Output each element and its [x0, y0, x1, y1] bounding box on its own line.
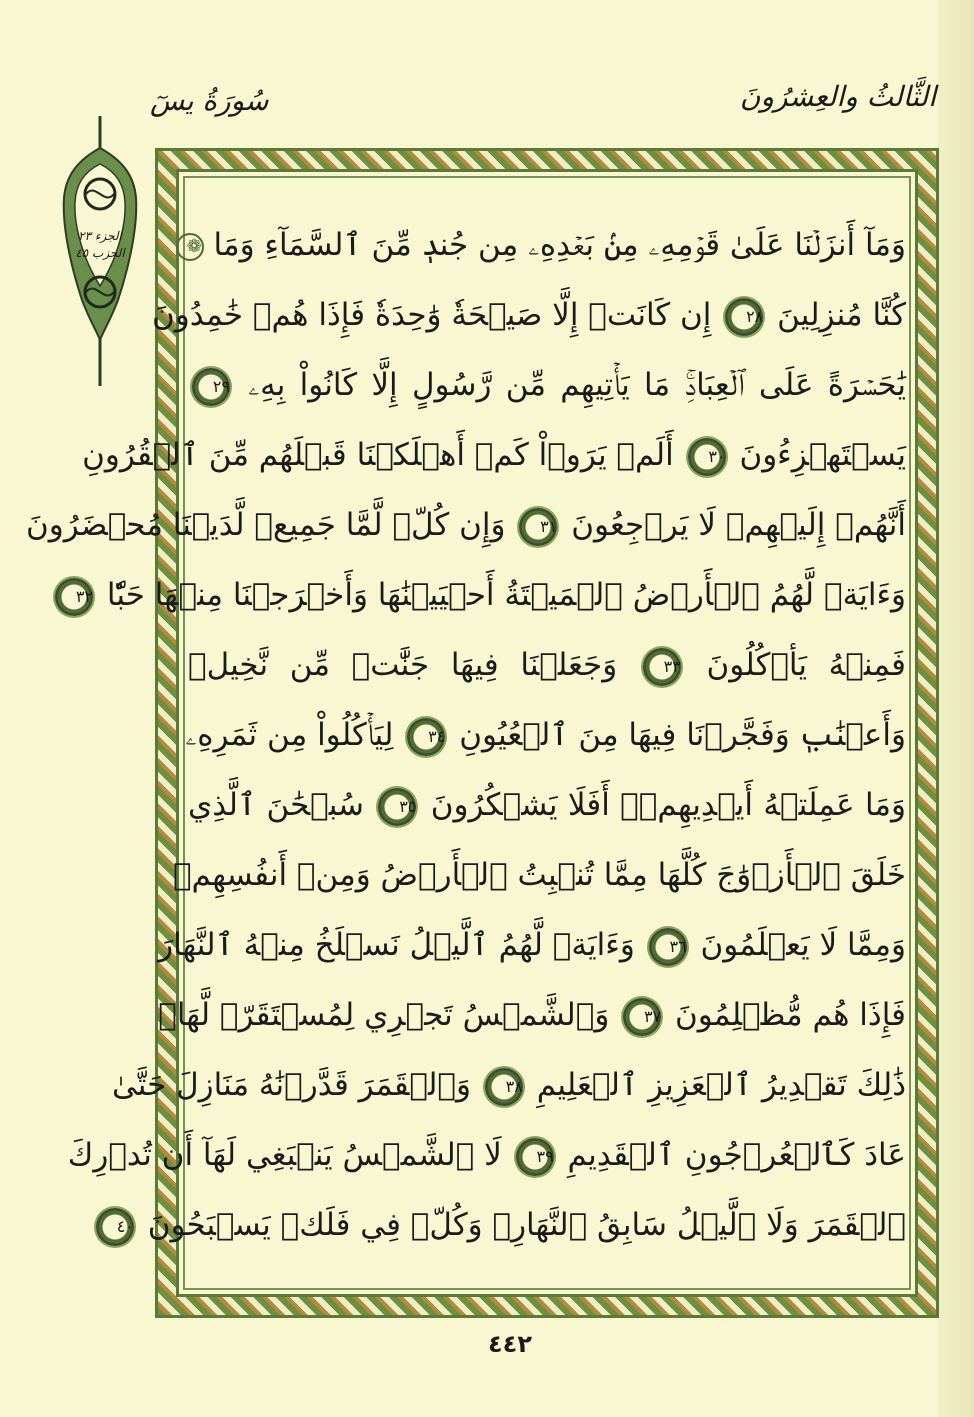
verse-number: ٤٠ — [96, 1208, 134, 1246]
verse-number: ٣١ — [519, 508, 557, 546]
line-text: سُبۡحَٰنَ ٱلَّذِي — [188, 787, 365, 823]
verse-number: ٢٩ — [192, 368, 230, 406]
line-text: وَمِمَّا لَا يَعۡلَمُونَ — [700, 927, 906, 963]
hizb-number: الحزب ٤٥ — [75, 246, 125, 260]
text-line — [158, 980, 906, 1050]
text-line — [25, 490, 906, 560]
line-text: وَمَا عَمِلَتۡهُ أَيۡدِيهِمۡۚ أَفَلَا يَشۡكُرُونَ — [430, 787, 906, 823]
line-text: وَإِن كُلّٞ لَّمَّا جَمِيعٞ لَّدَيۡنَا مُحۡضَرُونَ — [25, 507, 506, 543]
text-line — [111, 1050, 906, 1120]
text-line — [188, 210, 906, 280]
verse-number: ٣٣ — [643, 648, 681, 686]
line-text: فَمِنۡهُ يَأۡكُلُونَ — [706, 647, 906, 683]
text-line — [82, 420, 906, 490]
line-text: وَجَعَلۡنَا فِيهَا جَنَّٰتٖ مِّن نَّخِيلٖ — [188, 647, 618, 683]
verse-number: ٣٦ — [649, 928, 687, 966]
surah-title: سُورَةُ يسٓ — [150, 84, 269, 117]
page-number: ٤٤٢ — [488, 1330, 532, 1358]
text-line — [188, 770, 906, 840]
verse-number: ٣٢ — [55, 578, 93, 616]
verse-number: ٢٨ — [725, 298, 763, 336]
text-line — [185, 700, 906, 770]
verse-number: ٣٩ — [516, 1138, 554, 1176]
line-text: ذَٰلِكَ تَقۡدِيرُ ٱلۡعَزِيزِ ٱلۡعَلِيمِ — [536, 1067, 906, 1103]
text-line — [172, 840, 906, 910]
line-text: أَنَّهُمۡ إِلَيۡهِمۡ لَا يَرۡجِعُونَ — [571, 507, 906, 543]
verse-number: ٣٠ — [688, 438, 726, 476]
line-text: وَمَآ أَنزَلۡنَا عَلَىٰ قَوۡمِهِۦ مِنۢ بَعۡدِهِۦ مِن جُندٖ مِّنَ ٱلسَّمَآءِ وَمَا — [213, 227, 906, 263]
text-line — [151, 280, 906, 350]
text-line — [116, 1190, 906, 1260]
line-text: إِن كَانَتۡ إِلَّا صَيۡحَةٗ وَٰحِدَةٗ فَإِذَا هُمۡ خَٰمِدُونَ — [151, 297, 712, 333]
line-text: عَادَ كَٱلۡعُرۡجُونِ ٱلۡقَدِيمِ — [567, 1137, 906, 1173]
line-text: وَأَعۡنَٰبٖ وَفَجَّرۡنَا فِيهَا مِنَ ٱلۡعُيُونِ — [459, 717, 906, 753]
line-text: وَءَايَةٞ لَّهُمُ ٱلَّيۡلُ نَسۡلَخُ مِنۡهُ ٱلنَّهَارَ — [158, 927, 635, 963]
line-text: وَءَايَةٞ لَّهُمُ ٱلۡأَرۡضُ ٱلۡمَيۡتَةُ أَحۡيَيۡنَٰهَا وَأَخۡرَجۡنَا مِنۡهَا حَبّٗا — [106, 577, 906, 613]
text-line — [75, 560, 906, 630]
line-text: لِيَأۡكُلُواْ مِن ثَمَرِهِۦ — [185, 717, 394, 753]
text-line — [67, 1120, 906, 1190]
juz-number: الجزء ٢٣ — [78, 229, 122, 243]
text-line — [188, 350, 906, 420]
line-text: كُنَّا مُنزِلِينَ — [777, 297, 906, 333]
line-text: خَلَقَ ٱلۡأَزۡوَٰجَ كُلَّهَا مِمَّا تُنۢبِتُ ٱلۡأَرۡضُ وَمِنۡ أَنفُسِهِمۡ — [172, 857, 906, 893]
verse-number: ٣٥ — [378, 788, 416, 826]
line-text: وَٱلۡقَمَرَ قَدَّرۡنَٰهُ مَنَازِلَ حَتَّىٰ — [111, 1067, 471, 1103]
line-text: يَسۡتَهۡزِءُونَ — [739, 437, 906, 473]
juz-title: الثَّالثُ والعِشرُونَ — [739, 80, 936, 113]
verse-number: ٣٨ — [485, 1068, 523, 1106]
juz-hizb-badge — [58, 116, 142, 386]
verse-number: ٣٧ — [623, 998, 661, 1036]
verse-number: ٣٤ — [407, 718, 445, 756]
line-text: ٱلۡقَمَرَ وَلَا ٱلَّيۡلُ سَابِقُ ٱلنَّهَارِۚ وَكُلّٞ فِي فَلَكٖ يَسۡبَحُونَ — [147, 1207, 906, 1243]
line-text: يَٰحَسۡرَةً عَلَى ٱلۡعِبَادِۚ مَا يَأۡتِيهِم مِّن رَّسُولٍ إِلَّا كَانُواْ بِهِۦ — [248, 367, 906, 403]
line-text: وَٱلشَّمۡسُ تَجۡرِي لِمُسۡتَقَرّٖ لَّهَاۚ — [158, 997, 610, 1033]
text-line — [158, 910, 906, 980]
line-text: لَا ٱلشَّمۡسُ يَنۢبَغِي لَهَآ أَن تُدۡرِكَ — [67, 1137, 502, 1173]
text-line — [188, 630, 906, 700]
line-text: فَإِذَا هُم مُّظۡلِمُونَ — [675, 997, 906, 1033]
line-text: أَلَمۡ يَرَوۡاْ كَمۡ أَهۡلَكۡنَا قَبۡلَهُم مِّنَ ٱلۡقُرُونِ — [82, 437, 674, 473]
page-binding-edge — [938, 0, 974, 1417]
verse-start-icon: ❁ — [176, 233, 204, 261]
